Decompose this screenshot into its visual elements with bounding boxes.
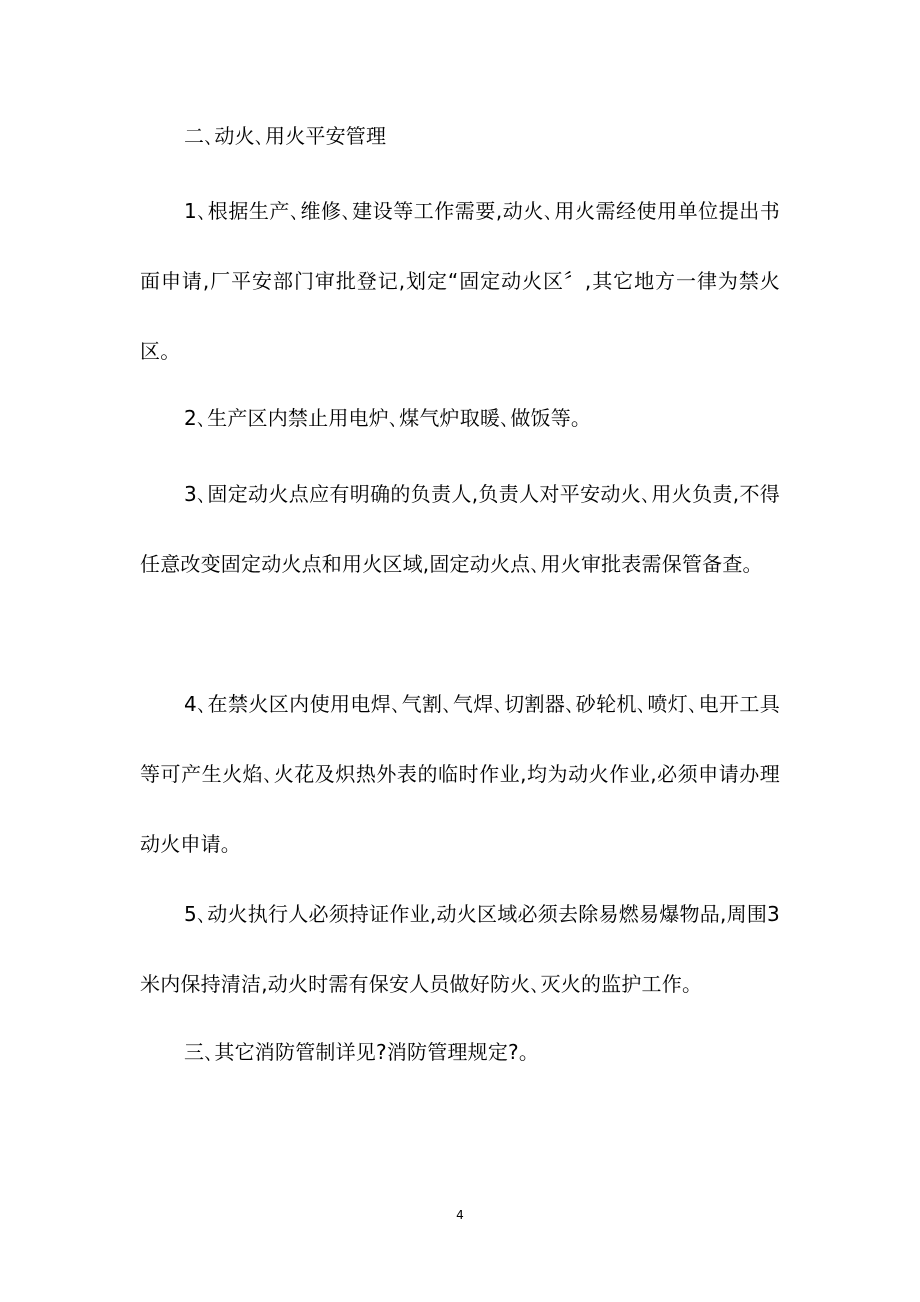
paragraph-2: 2､生产区内禁止用电炉､煤气炉取暖､做饭等。 [184,406,592,430]
paragraph-3: 3､固定动火点应有明确的负责人,负责人对平安动火､用火负责,不得任意改变固定动火点和用火区域,固定动火点､用火审批表需保管备查。 [140,482,780,576]
paragraph-1: 1､根据生产､维修､建设等工作需要,动火､用火需经使用单位提出书面申请,厂平安部门审批登记,划定“固定动火区〞,其它地方一律为禁火区。 [140,199,780,363]
section-heading-3: 三､其它消防管制详见?消防管理规定?。 [184,1040,540,1064]
paragraph-5: 5､动火执行人必须持证作业,动火区域必须去除易燃易爆物品,周围3米内保持清洁,动火时需有保安人员做好防火､灭火的监护工作。 [140,902,780,996]
page-number: 4 [456,1208,464,1222]
paragraph-4: 4､在禁火区内使用电焊､气割､气焊､切割器､砂轮机､喷灯､电开工具等可产生火焰､火花及炽热外表的临时作业,均为动火作业,必须申请办理动火申请。 [140,692,780,856]
section-heading-2: 二､动火､用火平安管理 [184,124,387,148]
